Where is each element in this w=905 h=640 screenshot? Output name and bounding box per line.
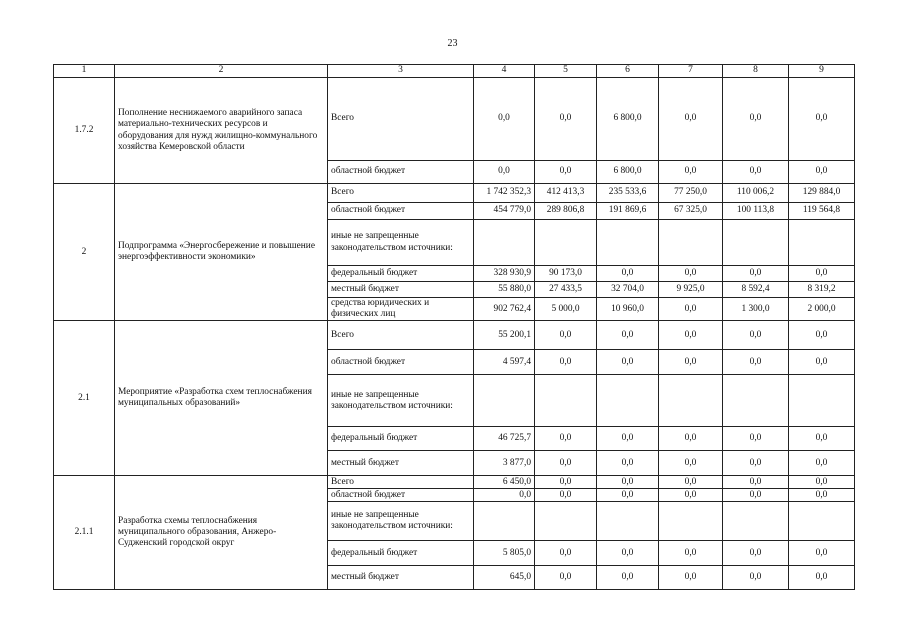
budget-value: 0,0 [789, 476, 855, 489]
budget-value: 0,0 [789, 161, 855, 184]
column-number: 6 [597, 65, 659, 78]
budget-value [659, 502, 723, 541]
funding-source: средства юридических и физических лиц [328, 298, 474, 321]
budget-value: 0,0 [535, 566, 597, 590]
budget-value: 27 433,5 [535, 282, 597, 298]
budget-value: 0,0 [723, 321, 789, 350]
column-number: 3 [328, 65, 474, 78]
item-code: 2.1 [54, 321, 115, 476]
budget-value: 0,0 [597, 451, 659, 476]
budget-value: 0,0 [474, 78, 535, 161]
budget-value: 0,0 [659, 476, 723, 489]
budget-value: 0,0 [789, 350, 855, 375]
budget-value [659, 220, 723, 266]
budget-value: 0,0 [535, 489, 597, 502]
budget-value: 5 000,0 [535, 298, 597, 321]
budget-value: 0,0 [535, 321, 597, 350]
funding-source: иные не запрещенные законодательством источники: [328, 502, 474, 541]
budget-value: 0,0 [659, 161, 723, 184]
table-body [54, 78, 855, 590]
budget-value [535, 220, 597, 266]
budget-value: 0,0 [535, 451, 597, 476]
budget-value [474, 375, 535, 427]
budget-value: 100 113,8 [723, 203, 789, 220]
column-number-row [54, 65, 855, 78]
budget-value: 0,0 [597, 541, 659, 566]
budget-value: 6 800,0 [597, 161, 659, 184]
budget-value: 8 319,2 [789, 282, 855, 298]
budget-value [789, 375, 855, 427]
budget-value: 0,0 [723, 427, 789, 451]
item-name: Мероприятие «Разработка схем теплоснабжения муниципальных образований» [115, 321, 328, 476]
budget-value: 0,0 [723, 451, 789, 476]
budget-value: 0,0 [597, 266, 659, 282]
budget-value: 0,0 [789, 451, 855, 476]
budget-value: 9 925,0 [659, 282, 723, 298]
budget-value: 110 006,2 [723, 184, 789, 203]
budget-value: 46 725,7 [474, 427, 535, 451]
budget-value: 0,0 [535, 427, 597, 451]
budget-value: 0,0 [659, 266, 723, 282]
budget-value: 0,0 [659, 541, 723, 566]
budget-value [474, 220, 535, 266]
budget-value: 8 592,4 [723, 282, 789, 298]
item-code: 2.1.1 [54, 476, 115, 590]
budget-value [789, 220, 855, 266]
budget-value: 289 806,8 [535, 203, 597, 220]
budget-value [723, 375, 789, 427]
budget-value: 0,0 [789, 78, 855, 161]
budget-value [659, 375, 723, 427]
budget-value: 0,0 [659, 451, 723, 476]
page-number: 23 [447, 38, 458, 49]
funding-source: федеральный бюджет [328, 427, 474, 451]
budget-value: 10 960,0 [597, 298, 659, 321]
budget-value [723, 502, 789, 541]
budget-value: 0,0 [723, 350, 789, 375]
funding-source: федеральный бюджет [328, 266, 474, 282]
budget-value: 0,0 [789, 489, 855, 502]
budget-value: 119 564,8 [789, 203, 855, 220]
budget-value: 0,0 [723, 541, 789, 566]
budget-value: 0,0 [474, 489, 535, 502]
budget-value: 0,0 [789, 566, 855, 590]
item-code: 1.7.2 [54, 78, 115, 184]
budget-value [535, 502, 597, 541]
item-name: Подпрограмма «Энергосбережение и повышение энергоэффективности экономики» [115, 184, 328, 321]
table-row [54, 476, 855, 489]
funding-source: местный бюджет [328, 282, 474, 298]
budget-value: 0,0 [597, 427, 659, 451]
budget-value [597, 220, 659, 266]
budget-value: 412 413,3 [535, 184, 597, 203]
budget-value: 90 173,0 [535, 266, 597, 282]
budget-value [535, 375, 597, 427]
budget-value: 0,0 [535, 161, 597, 184]
budget-value: 0,0 [597, 321, 659, 350]
budget-value: 0,0 [723, 489, 789, 502]
funding-source: Всего [328, 321, 474, 350]
budget-value: 0,0 [659, 321, 723, 350]
budget-value: 67 325,0 [659, 203, 723, 220]
budget-value: 0,0 [535, 541, 597, 566]
budget-value [597, 502, 659, 541]
budget-value: 0,0 [597, 566, 659, 590]
budget-value: 902 762,4 [474, 298, 535, 321]
item-code: 2 [54, 184, 115, 321]
budget-value [723, 220, 789, 266]
funding-source: местный бюджет [328, 451, 474, 476]
budget-value: 129 884,0 [789, 184, 855, 203]
budget-value: 4 597,4 [474, 350, 535, 375]
budget-value: 0,0 [789, 427, 855, 451]
budget-value: 0,0 [474, 161, 535, 184]
budget-value: 0,0 [535, 350, 597, 375]
budget-value: 32 704,0 [597, 282, 659, 298]
item-name: Разработка схемы теплоснабжения муниципального образования, Анжеро-Судженский городской округ [115, 476, 328, 590]
column-number: 2 [115, 65, 328, 78]
column-number: 1 [54, 65, 115, 78]
funding-source: местный бюджет [328, 566, 474, 590]
funding-source: Всего [328, 184, 474, 203]
budget-value: 235 533,6 [597, 184, 659, 203]
budget-value: 645,0 [474, 566, 535, 590]
budget-value: 328 930,9 [474, 266, 535, 282]
budget-value: 0,0 [789, 266, 855, 282]
budget-value: 0,0 [789, 321, 855, 350]
budget-value: 55 880,0 [474, 282, 535, 298]
funding-source: Всего [328, 476, 474, 489]
budget-value: 0,0 [535, 78, 597, 161]
budget-value [474, 502, 535, 541]
budget-value: 6 800,0 [597, 78, 659, 161]
column-number: 4 [474, 65, 535, 78]
budget-value: 0,0 [597, 476, 659, 489]
budget-value: 55 200,1 [474, 321, 535, 350]
budget-value: 0,0 [659, 566, 723, 590]
funding-source: областной бюджет [328, 203, 474, 220]
budget-value: 454 779,0 [474, 203, 535, 220]
budget-value: 0,0 [789, 541, 855, 566]
item-name: Пополнение неснижаемого аварийного запаса материально-технических ресурсов и оборудования для нужд жилищно-коммунального хозяйства Кемеровской области [115, 78, 328, 184]
budget-value: 0,0 [659, 298, 723, 321]
budget-value: 2 000,0 [789, 298, 855, 321]
funding-source: иные не запрещенные законодательством источники: [328, 220, 474, 266]
funding-source: областной бюджет [328, 489, 474, 502]
budget-value: 0,0 [723, 266, 789, 282]
budget-value: 0,0 [723, 566, 789, 590]
funding-source: иные не запрещенные законодательством источники: [328, 375, 474, 427]
column-number: 7 [659, 65, 723, 78]
budget-value: 77 250,0 [659, 184, 723, 203]
budget-value: 3 877,0 [474, 451, 535, 476]
budget-value: 0,0 [723, 161, 789, 184]
budget-value: 0,0 [535, 476, 597, 489]
table-row [54, 184, 855, 203]
funding-source: федеральный бюджет [328, 541, 474, 566]
funding-source: областной бюджет [328, 161, 474, 184]
column-number: 5 [535, 65, 597, 78]
budget-value: 0,0 [723, 78, 789, 161]
budget-value [789, 502, 855, 541]
budget-value: 0,0 [597, 489, 659, 502]
budget-value: 5 805,0 [474, 541, 535, 566]
budget-value: 0,0 [659, 489, 723, 502]
budget-value: 0,0 [659, 350, 723, 375]
budget-value: 191 869,6 [597, 203, 659, 220]
budget-value [597, 375, 659, 427]
budget-value: 0,0 [723, 476, 789, 489]
funding-source: Всего [328, 78, 474, 161]
table-row [54, 78, 855, 161]
budget-value: 0,0 [659, 427, 723, 451]
column-number: 8 [723, 65, 789, 78]
budget-value: 6 450,0 [474, 476, 535, 489]
budget-table [53, 64, 855, 590]
budget-value: 0,0 [597, 350, 659, 375]
budget-value: 1 300,0 [723, 298, 789, 321]
budget-value: 0,0 [659, 78, 723, 161]
table-row [54, 321, 855, 350]
column-number: 9 [789, 65, 855, 78]
budget-value: 1 742 352,3 [474, 184, 535, 203]
funding-source: областной бюджет [328, 350, 474, 375]
